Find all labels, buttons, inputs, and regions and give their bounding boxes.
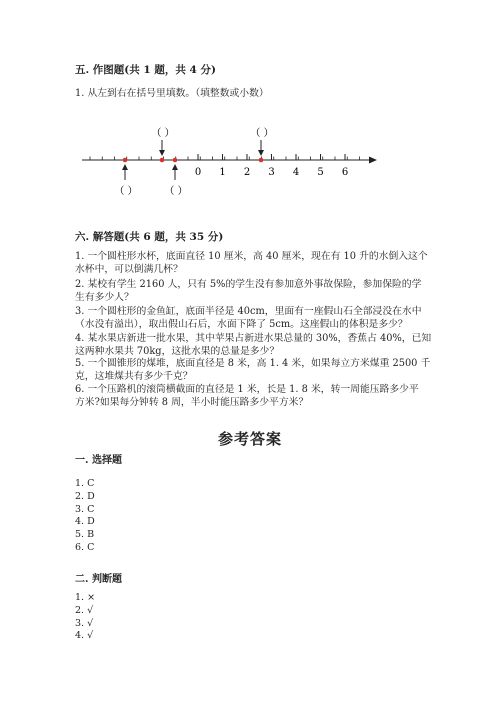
up-arrow-icon — [172, 164, 178, 180]
answer-item: 3. C — [75, 503, 95, 515]
answer-part2-list — [75, 592, 95, 643]
answer-item: 5. B — [75, 529, 95, 541]
number-line-figure — [0, 118, 500, 208]
question-5-line-1: 5. 一个圆锥形的煤堆，底面直径是 8 米，高 1. 4 米，如果每立方米煤重 2500 千 — [75, 358, 431, 369]
answer-paren-bottom-left: （ ） — [114, 186, 138, 197]
question-2-line-2: 生有多少人？ — [75, 292, 134, 303]
tick-label: 2 — [243, 167, 251, 178]
answer-item: 4. D — [75, 516, 95, 528]
question-1-line-1: 1. 一个圆柱形水杯，底面直径 10 厘米，高 40 厘米，现在有 10 升的水倒入这个 — [75, 251, 428, 262]
question-2-line-1: 2. 某校有学生 2160 人，只有 5%的学生没有参加意外事故保险，参加保险的学 — [75, 279, 422, 290]
answer-part2-heading: 二. 判断题 — [75, 574, 122, 585]
answer-paren-bottom-right: （ ） — [164, 186, 188, 197]
question-3-line-1: 3. 一个圆柱形的金鱼缸，底面半径是 40cm，里面有一座假山石全部浸没在水中 — [75, 306, 422, 317]
up-arrow-icon — [122, 164, 128, 180]
answer-paren-top-right: （ ） — [250, 128, 274, 139]
point-b — [160, 158, 165, 163]
question-3-line-2: （水没有溢出），取出假山石后，水面下降了 5cm。这座假山的体积是多少？ — [75, 319, 408, 330]
point-c — [173, 158, 178, 163]
down-arrow-icon — [159, 140, 165, 156]
section5-question-1: 1. 从左到右在括号里填数。（填整数或小数） — [75, 88, 269, 99]
tick-label: 5 — [317, 167, 324, 178]
answer-item: 2. D — [75, 490, 95, 502]
tick-label: 3 — [268, 167, 275, 178]
answer-item: 6. C — [75, 541, 95, 553]
number-line — [82, 127, 377, 197]
tick-label: 1 — [219, 167, 226, 178]
tick-label: 0 — [194, 167, 202, 178]
answer-item: 3. √ — [75, 617, 94, 629]
answer-item: 1. × — [75, 592, 96, 603]
answer-title: 参考答案 — [217, 430, 282, 448]
down-arrow-icon — [258, 140, 264, 156]
question-6-line-2: 方米?如果每分钟转 8 周，半小时能压路多少平方米？ — [75, 397, 309, 408]
answer-paren-top-left: （ ） — [151, 128, 175, 139]
tick-label: 4 — [292, 167, 300, 178]
answer-item: 4. √ — [75, 630, 94, 642]
section6-heading: 六. 解答题(共 6 题，共 35 分) — [75, 231, 224, 243]
point-d — [259, 158, 264, 163]
question-6-line-1: 6. 一个压路机的滚筒横截面的直径是 1 米，长是 1. 8 米，转一周能压路多少平 — [75, 384, 419, 395]
question-4-line-2: 这两种水果共 70kg，这批水果的总量是多少？ — [75, 346, 280, 357]
answer-part1-list — [75, 478, 95, 555]
answer-item: 1. C — [75, 478, 95, 489]
answer-item: 2. √ — [75, 604, 94, 616]
tick-labels — [195, 167, 348, 178]
tick-label: 6 — [341, 167, 349, 178]
question-5-line-2: 克，这堆煤共有多少千克？ — [75, 371, 193, 382]
question-4-line-1: 4. 某水果店新进一批水果，其中苹果占新进水果总量的 30%，香蕉占 40%，已知 — [75, 333, 432, 344]
answer-part1-heading: 一. 选择题 — [75, 455, 122, 466]
point-a — [123, 158, 128, 163]
arrow-head-icon — [369, 157, 377, 164]
section5-heading: 五. 作图题(共 1 题，共 4 分) — [75, 64, 216, 76]
question-1-line-2: 水杯中，可以倒满几杯？ — [75, 264, 183, 275]
